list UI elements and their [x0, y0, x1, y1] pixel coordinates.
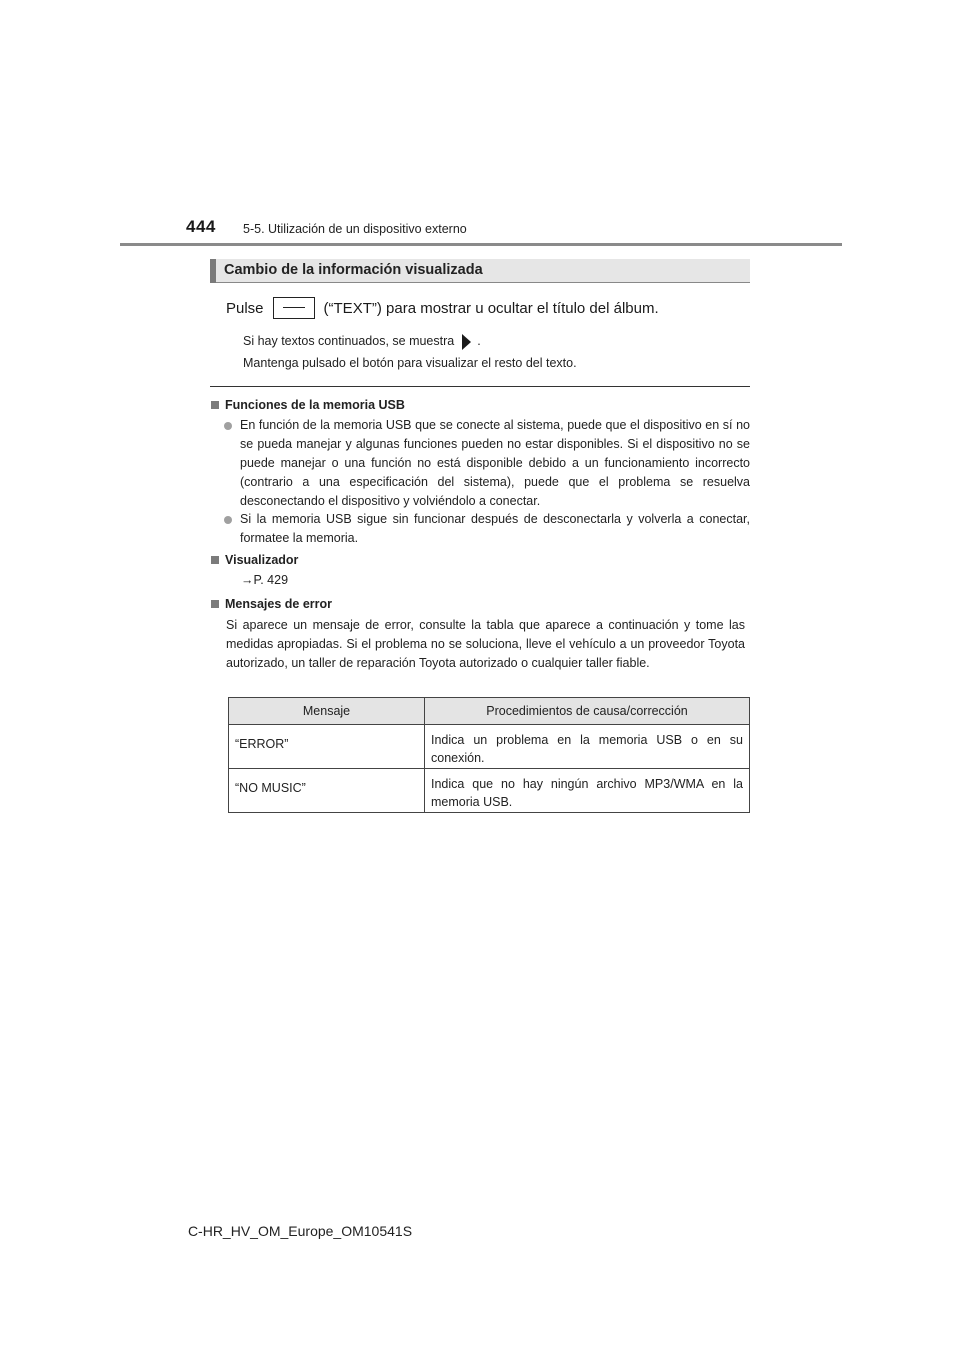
error-paragraph: Si aparece un mensaje de error, consulte la tabla que aparece a continuación y tome las medidas apropiadas. Si el problema no se soluciona, lleve el vehículo a un proveedor Toyota autorizado, un taller de reparación Toyota autorizado o cualquier taller fiable. [226, 618, 745, 670]
bullet-text: En función de la memoria USB que se conecte al sistema, puede que el dispositivo en sí no se pueda manejar y algunas funciones pueden no estar disponibles. Si el dispositivo no se puede manejar o una función no está disponible debido a un funcionamiento incorrecto (contrario a una especificación del sistema), puede que el problema se resuelva desconectando el dispositivo y volviéndolo a conectar. [240, 418, 750, 508]
square-bullet-icon [211, 556, 219, 564]
table-cell-message: “ERROR” [229, 725, 425, 769]
round-bullet-icon [224, 516, 232, 524]
instruction-line [226, 297, 659, 319]
table-header-procedure: Procedimientos de causa/corrección [425, 698, 750, 725]
heading-display [211, 553, 298, 567]
continue-arrow-icon [462, 334, 471, 350]
instruction-suffix: (“TEXT”) para mostrar u ocultar el título del álbum. [323, 299, 659, 317]
table-header-row [229, 698, 750, 725]
bullet-text: Si la memoria USB sigue sin funcionar después de desconectarla y volverla a conectar, formatee la memoria. [240, 512, 750, 545]
instruction-prefix: Pulse [226, 299, 264, 317]
note-hold-button: Mantenga pulsado el botón para visualizar el resto del texto. [243, 356, 577, 370]
page-number: 444 [186, 217, 216, 236]
heading-usb-functions [211, 398, 405, 412]
heading-error-messages-text: Mensajes de error [225, 597, 332, 611]
round-bullet-icon [224, 422, 232, 430]
note-line1-end: . [477, 334, 481, 348]
page-reference: →P. 429 [241, 573, 289, 587]
section-header: 5-5. Utilización de un dispositivo externo [243, 222, 467, 236]
table-cell-procedure: Indica un problema en la memoria USB o en su conexión. [425, 725, 750, 769]
table-row [229, 725, 750, 769]
error-message-table [228, 697, 750, 813]
section-title: Cambio de la información visualizada [224, 262, 483, 278]
header-rule [120, 243, 842, 246]
square-bullet-icon [211, 600, 219, 608]
table-row [229, 769, 750, 813]
bullet-item [224, 510, 750, 548]
note-continued-text [243, 333, 481, 349]
text-button-icon [273, 297, 315, 319]
heading-error-messages [211, 597, 332, 611]
bullet-item [224, 416, 750, 511]
footer-doc-id: C-HR_HV_OM_Europe_OM10541S [187, 1223, 413, 1239]
note-line1-text: Si hay textos continuados, se muestra [243, 334, 455, 348]
section-title-bar [210, 259, 216, 283]
square-bullet-icon [211, 401, 219, 409]
table-cell-procedure: Indica que no hay ningún archivo MP3/WMA en la memoria USB. [425, 769, 750, 813]
table-header-message: Mensaje [229, 698, 425, 725]
heading-display-text: Visualizador [225, 553, 299, 567]
table-cell-message: “NO MUSIC” [229, 769, 425, 813]
heading-usb-functions-text: Funciones de la memoria USB [225, 398, 405, 412]
section-title-box [210, 259, 750, 283]
divider [210, 386, 750, 387]
